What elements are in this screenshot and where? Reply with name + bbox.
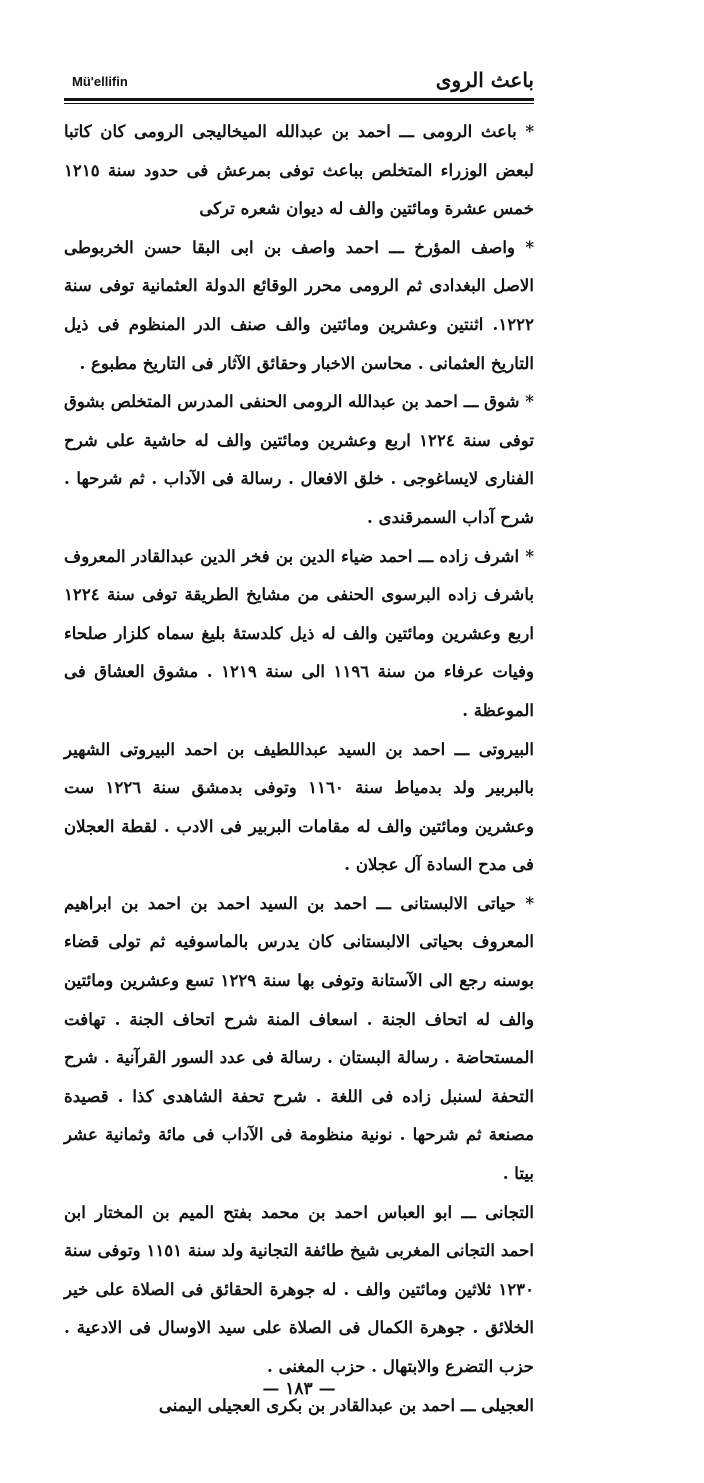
entry-text: التجانى ـــ ابو العباس احمد بن محمد بفتح الميم بن المختار ابن احمد التجانى المغربى شيخ طائفة التجانية ولد سنة ١١٥١ وتوفى سنة ١٢٣٠ ثلاثين ومائتين والف . له جوهرة الحقائق فى الصلاة على خير الخلائق . جوهرة الكمال فى الصلاة على سيد الاوسال فى الادعية . حزب التضرع والابتهال . حزب المغنى . bbox=[58, 1201, 534, 1376]
running-title: باعث الروى bbox=[435, 68, 534, 92]
page-number: — ١٨٣ — bbox=[262, 1379, 336, 1399]
entry-text: * واصف المؤرخ ـــ احمد واصف بن ابى البقا حسن الخربوطى الاصل البغدادى ثم الرومى محرر الوقائع الدولة العثمانية توفى سنة ١٢٢٢. اثنتين وعشرين ومائتين والف صنف الدر المنظوم فى ذيل التاريخ العثمانى . محاسن الاخبار وحقائق الآثار فى التاريخ مطبوع . bbox=[58, 236, 534, 373]
entry-al-bayruti bbox=[58, 730, 534, 884]
entry-text: * باعث الرومى ـــ احمد بن عبدالله الميخاليجى الرومى كان كاتبا لبعض الوزراء المتخلص بباعث توفى بمرعش فى حدود سنة ١٢١٥ خمس عشرة ومائتين والف له ديوان شعره تركى bbox=[58, 121, 534, 219]
series-label: Mü'ellifin bbox=[72, 74, 128, 89]
entry-baith-al-rumi bbox=[58, 112, 534, 228]
page-header bbox=[64, 66, 534, 96]
entry-wasif-al-muarrikh bbox=[58, 228, 534, 382]
entry-text: * شوق ـــ احمد بن عبدالله الرومى الحنفى المدرس المتخلص بشوق توفى سنة ١٢٢٤ اربع وعشرين ومائتين والف له حاشية على شرح الفنارى لايساغوجى . خلق الافعال . رسالة فى الآداب . ثم شرحها . شرح آداب السمرقندى . bbox=[58, 391, 534, 527]
header-rule-thin bbox=[64, 103, 534, 104]
entry-shawq bbox=[58, 382, 534, 536]
entry-text: البيروتى ـــ احمد بن السيد عبداللطيف بن احمد البيروتى الشهير بالبربير ولد بدمياط سنة ١١٦٠ وتوفى بدمشق سنة ١٢٢٦ ست وعشرين ومائتين والف له مقامات البربير فى الادب . لقطة العجلان فى مدح السادة آل عجلان . bbox=[58, 738, 534, 875]
entry-hayati-al-albastani bbox=[58, 884, 534, 1193]
biography-entries bbox=[58, 112, 534, 1424]
entry-text: العجيلى ـــ احمد بن عبدالقادر بن بكرى العجيلى اليمنى bbox=[158, 1394, 534, 1415]
entry-text: * حياتى الالبستانى ـــ احمد بن السيد احمد بن احمد بن ابراهيم المعروف بحياتى الالبستانى كان يدرس بالماسوفيه ثم تولى قضاء بوسنه رجع الى الآستانة وتوفى بها سنة ١٢٢٩ تسع وعشرين ومائتين والف له اتحاف الجنة . اسعاف المنة شرح اتحاف الجنة . تهافت المستحاضة . رسالة البستان . رسالة فى عدد السور القرآنية . شرح التحفة لسنبل زاده فى اللغة . شرح تحفة الشاهدى كذا . قصيدة مصنعة ثم شرحها . نونية منظومة فى الآداب فى مائة وثمانية عشر بيتا . bbox=[58, 892, 534, 1184]
entry-ashraf-zadeh bbox=[58, 537, 534, 730]
entry-text: * اشرف زاده ـــ احمد ضياء الدين بن فخر الدين عبدالقادر المعروف باشرف زاده البرسوى الحنفى من مشايخ الطريقة توفى سنة ١٢٢٤ اربع وعشرين ومائتين والف له ذيل كلدستهٔ بليغ سماه كلزار صلحاء وفيات عرفاء من سنة ١١٩٦ الى سنة ١٢١٩ . مشوق العشاق فى الموعظة . bbox=[58, 545, 534, 720]
book-page bbox=[58, 66, 534, 1424]
header-rule-thick bbox=[64, 98, 534, 101]
entry-al-tijani bbox=[58, 1193, 534, 1386]
